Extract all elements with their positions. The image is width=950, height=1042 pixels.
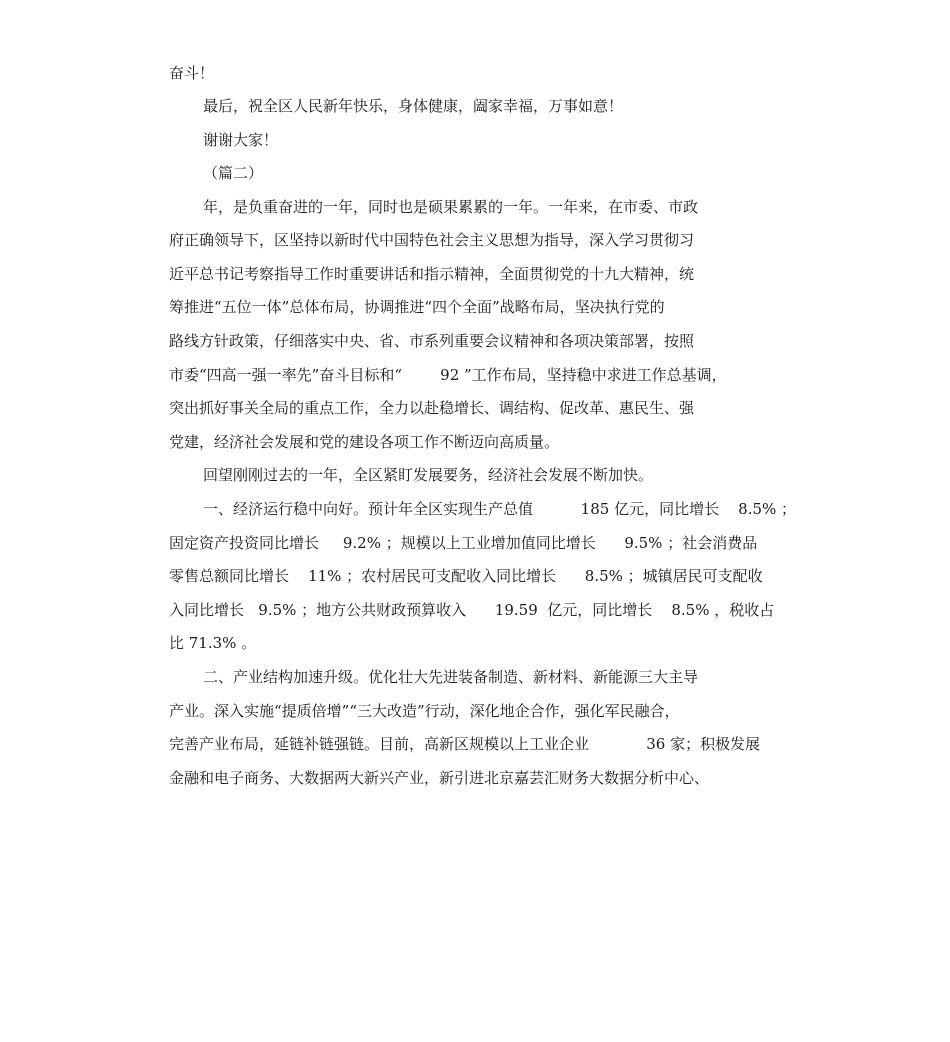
section-heading: （篇二）: [203, 164, 264, 182]
text-line: 零售总额同比增长 11% ；农村居民可支配收入同比增长 8.5% ；城镇居民可支配收: [169, 567, 763, 585]
text-line: 府正确领导下，区坚持以新时代中国特色社会主义思想为指导，深入学习贯彻习: [169, 231, 695, 249]
text-line: 年，是负重奋进的一年，同时也是硕果累累的一年。一年来，在市委、市政: [203, 198, 699, 216]
text-line: 固定资产投资同比增长 9.2% ；规模以上工业增加值同比增长 9.5% ；社会消费品: [169, 534, 758, 552]
text-line: 突出抓好事关全局的重点工作，全力以赴稳增长、调结构、促改革、惠民生、强: [169, 399, 695, 417]
text-line: 比 71.3% 。: [169, 634, 257, 652]
text-line: 二、产业结构加速升级。优化壮大先进装备制造、新材料、新能源三大主导: [203, 668, 699, 686]
text-line: 市委“四高一强一率先”奋斗目标和“ 92 ”工作布局，坚持稳中求进工作总基调，: [169, 366, 727, 384]
text-line: 筹推进“五位一体”总体布局，协调推进“四个全面”战略布局，坚决执行党的: [169, 298, 665, 316]
text-line: 路线方针政策，仔细落实中央、省、市系列重要会议精神和各项决策部署，按照: [169, 332, 695, 350]
text-line: 回望刚刚过去的一年，全区紧盯发展要务，经济社会发展不断加快。: [203, 466, 654, 484]
text-line: 奋斗！: [169, 64, 215, 82]
text-line: 近平总书记考察指导工作时重要讲话和指示精神，全面贯彻党的十九大精神，统: [169, 265, 695, 283]
text-line: 入同比增长 9.5% ；地方公共财政预算收入 19.59 亿元，同比增长 8.5% ，税收占: [169, 601, 775, 619]
text-line: 完善产业布局，延链补链强链。目前，高新区规模以上工业企业 36 家；积极发展: [169, 735, 761, 753]
text-line: 一、经济运行稳中向好。预计年全区实现生产总值 185 亿元，同比增长 8.5% ；: [203, 500, 797, 518]
text-line: 最后，祝全区人民新年快乐，身体健康，阖家幸福，万事如意！: [203, 97, 624, 115]
text-line: 产业。深入实施“提质倍增”“三大改造”行动，深化地企合作，强化军民融合，: [169, 702, 680, 720]
text-line: 金融和电子商务、大数据两大新兴产业，新引进北京嘉芸汇财务大数据分析中心、: [169, 769, 710, 787]
text-line: 党建，经济社会发展和党的建设各项工作不断迈向高质量。: [169, 433, 560, 451]
text-line: 谢谢大家！: [203, 131, 279, 149]
